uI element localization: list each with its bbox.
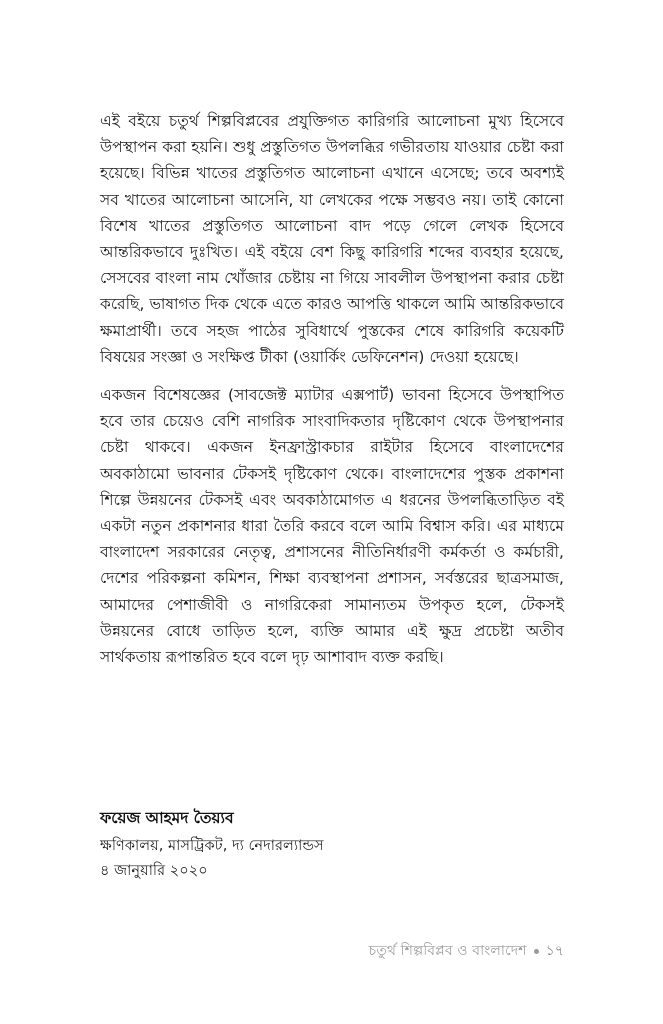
body-paragraph-1: এই বইয়ে চতুর্থ শিল্পবিপ্লবের প্রযুক্তিগত কারিগরি আলোচনা মুখ্য হিসেবে উপস্থাপন করা হয়নি। শুধু প্রস্তুতিগত উপলব্ধির গভীরতায় যাওয়ার চেষ্টা করা হয়েছে। বিভিন্ন খাতের প্রস্তুতিগত আলোচনা এখানে এসেছে; তবে অবশ্যই সব খাতের আলোচনা আসেনি, যা লেখকের পক্ষে সম্ভবও নয়। তাই কোনো বিশেষ খাতের প্রস্তুতিগত আলোচনা বাদ পড়ে গেলে লেখক হিসেবে আন্তরিকভাবে দুঃখিত। এই বইয়ে বেশ কিছু কারিগরি শব্দের ব্যবহার হয়েছে, সেসবের বাংলা নাম খোঁজার চেষ্টায় না গিয়ে সাবলীল উপস্থাপনা করার চেষ্টা করেছি, ভাষাগত দিক থেকে এতে কারও আপত্তি থাকলে আমি আন্তরিকভাবে ক্ষমাপ্রার্থী। তবে সহজ পাঠের সুবিধার্থে পুস্তকের শেষে কারিগরি কয়েকটি বিষয়ের সংজ্ঞা ও সংক্ষিপ্ত টীকা (ওয়ার্কিং ডেফিনেশন) দেওয়া হয়েছে। xyxy=(100,112,564,366)
footer-book-title: চতুর্থ শিল্পবিপ্লব ও বাংলাদেশ xyxy=(368,943,527,959)
page-number: ১৭ xyxy=(545,943,564,959)
footer-inner xyxy=(369,940,564,964)
signature-author-name: ফয়েজ আহমদ তৈয়্যব xyxy=(100,809,234,827)
page-footer xyxy=(100,940,564,964)
body-paragraph-2: একজন বিশেষজ্ঞের (সাবজেক্ট ম্যাটার এক্সপার্ট) ভাবনা হিসেবে উপস্থাপিত হবে তার চেয়েও বেশি নাগরিক সাংবাদিকতার দৃষ্টিকোণ থেকে উপস্থাপনার চেষ্টা থাকবে। একজন ইনফ্রাস্ট্রাকচার রাইটার হিসেবে বাংলাদেশের অবকাঠামো ভাবনার টেকসই দৃষ্টিকোণ থেকে। বাংলাদেশের পুস্তক প্রকাশনা শিল্পে উন্নয়নের টেকসই এবং অবকাঠামোগত এ ধরনের উপলব্ধিতাড়িত বই একটা নতুন প্রকাশনার ধারা তৈরি করবে বলে আমি বিশ্বাস করি। এর মাধ্যমে বাংলাদেশ সরকারের নেতৃত্ব, প্রশাসনের নীতিনির্ধারণী কর্মকর্তা ও কর্মচারী, দেশের পরিকল্পনা কমিশন, শিক্ষা ব্যবস্থাপনা প্রশাসন, সর্বস্তরের ছাত্রসমাজ, আমাদের পেশাজীবী ও নাগরিকেরা সামান্যতম উপকৃত হলে, টেকসই উন্নয়নের বোধে তাড়িত হলে, ব্যক্তি আমার এই ক্ষুদ্র প্রচেষ্টা অতীব সার্থকতায় রূপান্তরিত হবে বলে দৃঢ় আশাবাদ ব্যক্ত করছি। xyxy=(100,386,564,667)
bullet-dot-icon xyxy=(534,949,539,954)
page-content xyxy=(100,108,564,670)
signature-address: ক্ষণিকালয়, মাসট্রিকট, দ্য নেদারল্যান্ডস xyxy=(100,837,324,854)
signature-block xyxy=(100,806,564,883)
signature-date: ৪ জানুয়ারি ২০২০ xyxy=(100,862,208,879)
